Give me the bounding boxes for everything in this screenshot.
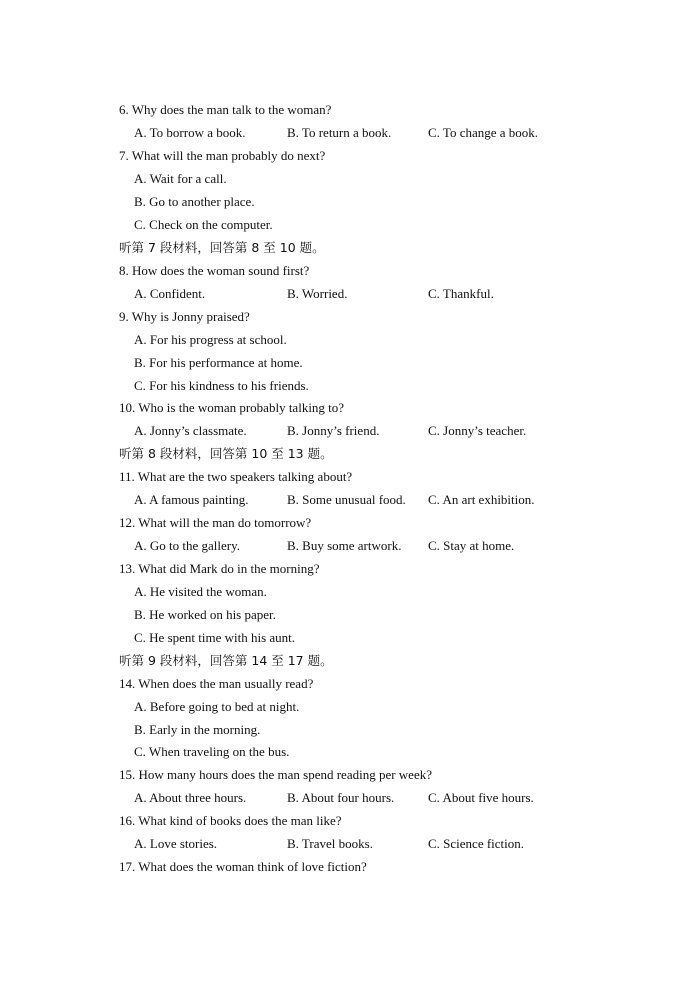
section-8-instruction: 听第 8 段材料，回答第 10 至 13 题。 <box>119 446 333 461</box>
question-9-option-c: C. For his kindness to his friends. <box>134 378 309 393</box>
question-11-option-c: C. An art exhibition. <box>428 492 535 507</box>
question-7-option-a: A. Wait for a call. <box>134 171 227 186</box>
question-13-option-a: A. He visited the woman. <box>134 584 267 599</box>
question-7-stem: 7. What will the man probably do next? <box>119 148 326 163</box>
section-7-instruction: 听第 7 段材料，回答第 8 至 10 题。 <box>119 240 325 255</box>
question-14-option-c: C. When traveling on the bus. <box>134 744 290 759</box>
question-6-option-b: B. To return a book. <box>287 125 392 140</box>
question-9-stem: 9. Why is Jonny praised? <box>119 309 250 324</box>
question-6-option-a: A. To borrow a book. <box>134 125 246 140</box>
question-12-stem: 12. What will the man do tomorrow? <box>119 515 312 530</box>
question-13-option-c: C. He spent time with his aunt. <box>134 630 296 645</box>
question-11-option-b: B. Some unusual food. <box>287 492 406 507</box>
question-16-option-c: C. Science fiction. <box>428 836 525 851</box>
question-9-option-a: A. For his progress at school. <box>134 332 287 347</box>
question-11-stem: 11. What are the two speakers talking about? <box>119 469 353 484</box>
question-8-option-b: B. Worried. <box>287 286 348 301</box>
question-15-stem: 15. How many hours does the man spend reading per week? <box>119 767 432 782</box>
section-9-instruction: 听第 9 段材料，回答第 14 至 17 题。 <box>119 653 333 668</box>
question-9-option-b: B. For his performance at home. <box>134 355 303 370</box>
question-6-stem: 6. Why does the man talk to the woman? <box>119 102 332 117</box>
question-15-option-c: C. About five hours. <box>428 790 534 805</box>
question-7-option-c: C. Check on the computer. <box>134 217 273 232</box>
question-13-stem: 13. What did Mark do in the morning? <box>119 561 320 576</box>
question-14-option-b: B. Early in the morning. <box>134 722 261 737</box>
question-13-option-b: B. He worked on his paper. <box>134 607 276 622</box>
question-17-stem: 17. What does the woman think of love fiction? <box>119 859 367 874</box>
question-12-option-c: C. Stay at home. <box>428 538 515 553</box>
question-16-option-a: A. Love stories. <box>134 836 218 851</box>
question-14-stem: 14. When does the man usually read? <box>119 676 314 691</box>
question-12-option-a: A. Go to the gallery. <box>134 538 241 553</box>
question-10-stem: 10. Who is the woman probably talking to? <box>119 400 345 415</box>
question-12-option-b: B. Buy some artwork. <box>287 538 402 553</box>
question-8-option-c: C. Thankful. <box>428 286 494 301</box>
question-8-stem: 8. How does the woman sound first? <box>119 263 310 278</box>
question-10-option-c: C. Jonny’s teacher. <box>428 423 527 438</box>
question-7-option-b: B. Go to another place. <box>134 194 255 209</box>
question-10-option-b: B. Jonny’s friend. <box>287 423 380 438</box>
question-8-option-a: A. Confident. <box>134 286 206 301</box>
question-6-option-c: C. To change a book. <box>428 125 539 140</box>
question-16-stem: 16. What kind of books does the man like? <box>119 813 342 828</box>
question-14-option-a: A. Before going to bed at night. <box>134 699 300 714</box>
question-15-option-b: B. About four hours. <box>287 790 395 805</box>
question-15-option-a: A. About three hours. <box>134 790 247 805</box>
question-10-option-a: A. Jonny’s classmate. <box>134 423 247 438</box>
question-16-option-b: B. Travel books. <box>287 836 373 851</box>
question-11-option-a: A. A famous painting. <box>134 492 249 507</box>
